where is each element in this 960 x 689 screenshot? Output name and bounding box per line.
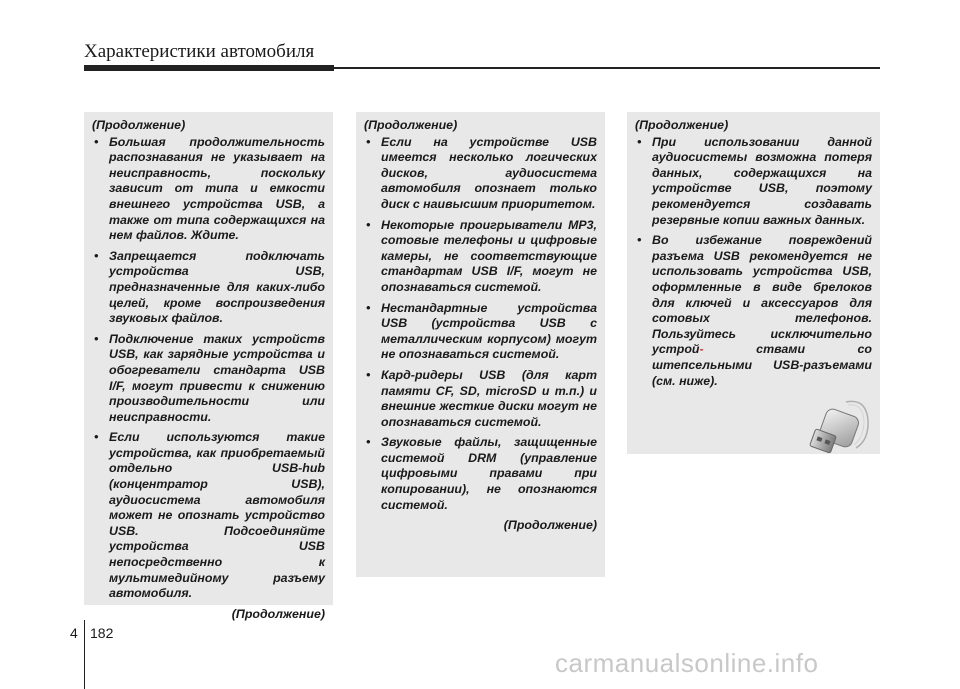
hyphen-mark: - [699,342,704,357]
list-item-text: ствами со штепсельными USB-разъемами (см. ниже). [652,342,872,388]
continued-label-top: (Продолжение) [635,118,729,132]
list-item: • Большая продолжительность распознавания не указывает на неисправность, поскольку зависит от типа и емкости внешнего устройства USB, а также от типа содержащихся на нем файлов. Ждите. [92,135,325,244]
header-rule-accent [84,65,334,71]
text-column-2 [356,112,605,577]
list-item: • Кард-ридеры USB (для карт памяти CF, SD, microSD и т.п.) и внешние жесткие диски могут не опознаваться системой. [364,368,597,430]
page-header-title: Характеристики автомобиля [84,41,315,62]
continued-label-top: (Продолжение) [92,118,186,132]
list-item: • Запрещается подключать устройства USB, предназначенные для каких-либо целей, кроме воспроизведения звуковых файлов. [92,249,325,327]
list-item [635,233,872,389]
list-item: • При использовании данной аудиосистемы возможна потеря данных, содержащихся на устройстве USB, поэтому рекомендуется создавать резервные копии важных данных. [635,135,872,229]
list-item: • Подключение таких устройств USB, как зарядные устройства и обогреватели стандарта USB I/F, могут привести к снижению производительности или неисправности. [92,332,325,426]
text-column-1 [84,112,333,621]
list-item-text: Во избежание повреждений разъема USB рекомендуется не использовать устройства USB, оформленные в виде брелоков для ключей и аксессуаров для сотовых телефонов. Пользуйтесь исключительно устрой [652,233,872,357]
footer-rule [84,620,85,689]
list-item: • Нестандартные устройства USB (устройства USB с металлическим корпусом) могут не опознаваться системой. [364,301,597,363]
continued-label-top: (Продолжение) [364,118,458,132]
chapter-number: 4 [70,625,78,641]
list-item: • Некоторые проигрыватели MP3, сотовые телефоны и цифровые камеры, не соответствующие стандартам USB I/F, могут не опознаваться системой. [364,218,597,296]
continued-label-bottom: (Продолжение) [231,606,325,621]
usb-flash-drive-icon [806,396,872,462]
list-item: • Если используются такие устройства, как приобретаемый отдельно USB-hub (концентратор USB), аудиосистема автомобиля может не опознать устройство USB. Подсоединяйте устройства USB непосредственно к мультимедийному разъему автомобиля. [92,430,325,602]
bullet-list [92,135,325,602]
watermark: carmanualsonline.info [555,648,819,678]
page-number: 182 [90,625,114,641]
bullet-list [635,135,872,390]
bullet-list [364,135,597,514]
continued-label-bottom: (Продолжение) [503,518,597,533]
list-item: • Звуковые файлы, защищенные системой DRM (управление цифровыми правами при копировании), не опознаются системой. [364,435,597,513]
list-item: • Если на устройстве USB имеется несколько логических дисков, аудиосистема автомобиля опознает только диск с наивысшим приоритетом. [364,135,597,213]
